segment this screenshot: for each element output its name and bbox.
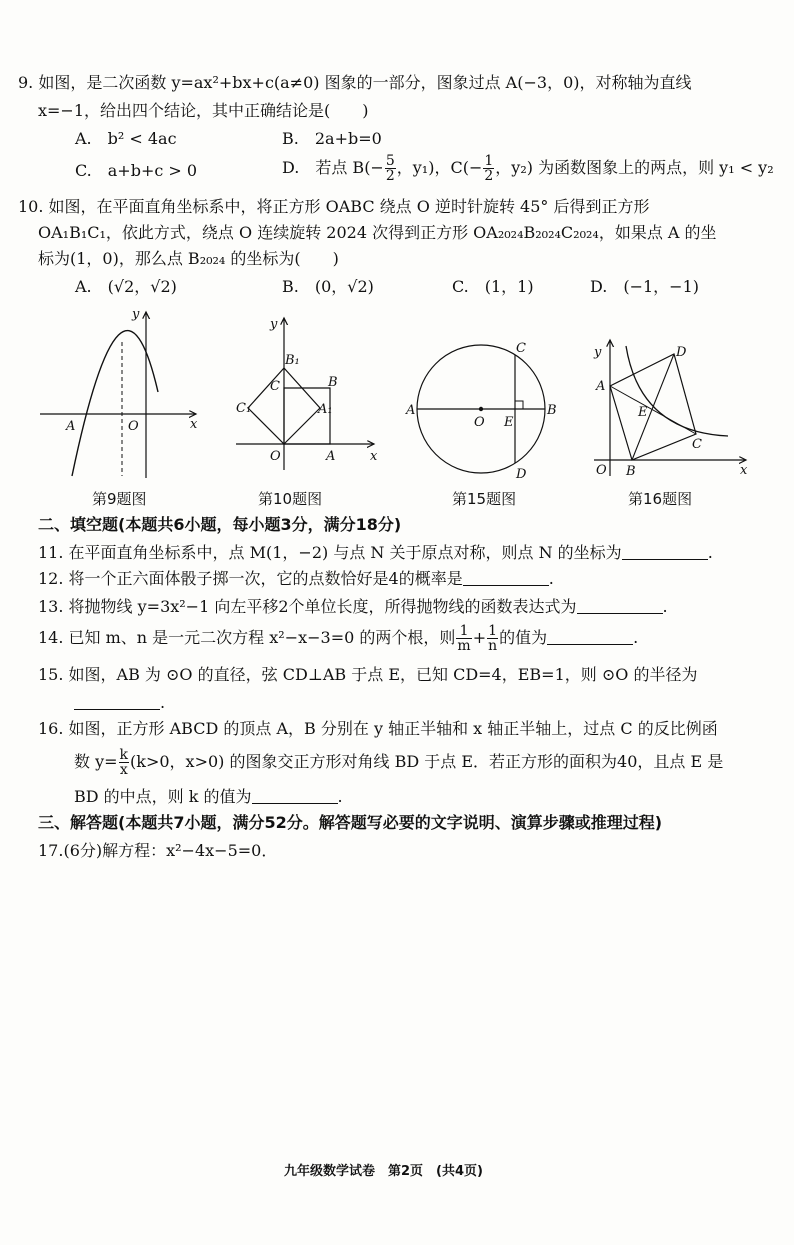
q9-line2: x=−1，给出四个结论，其中正确结论是( ) bbox=[38, 101, 369, 120]
q15-line2: . bbox=[74, 692, 165, 714]
q16-text: 数 y= bbox=[74, 752, 118, 771]
q9-line1: 9. 如图，是二次函数 y=ax²+bx+c(a≠0) 图象的一部分，图象过点 A(−3，0)，对称轴为直线 bbox=[18, 73, 692, 92]
figure-15-caption: 第15题图 bbox=[452, 490, 517, 508]
label-a: A bbox=[66, 419, 76, 434]
label-a: A bbox=[406, 403, 416, 418]
page-footer: 九年级数学试卷 第2页 (共4页) bbox=[284, 1164, 483, 1179]
q16-text: BD 的中点，则 k 的值为 bbox=[74, 787, 252, 806]
section-3-heading: 三、解答题(本题共7小题，满分52分。解答题写必要的文字说明、演算步骤或推理过程) bbox=[38, 813, 663, 832]
section-2-heading: 二、填空题(本题共6小题，每小题3分，满分18分) bbox=[38, 515, 402, 534]
label-x: x bbox=[740, 463, 748, 478]
q16-line1: 16. 如图，正方形 ABCD 的顶点 A，B 分别在 y 轴正半轴和 x 轴正半轴上，过点 C 的反比例函 bbox=[38, 719, 718, 738]
center-point bbox=[479, 407, 483, 411]
label-d: D bbox=[676, 345, 687, 360]
q9-option-d bbox=[282, 151, 774, 185]
label-e: E bbox=[504, 415, 514, 430]
q10-line3: 标为(1，0)，那么点 B₂₀₂₄ 的坐标为( ) bbox=[38, 249, 339, 268]
q9-option-b: B. 2a+b=0 bbox=[282, 129, 382, 148]
label-c: C bbox=[692, 437, 702, 452]
label-o: O bbox=[270, 449, 281, 464]
figure-16-caption: 第16题图 bbox=[628, 490, 693, 508]
label-x: x bbox=[190, 417, 198, 432]
q9-option-d-text: D. 若点 B(− bbox=[282, 158, 384, 177]
figure-9-parabola bbox=[36, 306, 206, 482]
fraction: $\frac{1}{2}$ bbox=[484, 153, 494, 184]
q14-text: 14. 已知 m、n 是一元二次方程 x²−x−3=0 的两个根，则 bbox=[38, 628, 456, 647]
q10-option-d: D. (−1，−1) bbox=[590, 277, 700, 296]
q16-line2 bbox=[74, 742, 723, 782]
label-y: y bbox=[594, 345, 602, 360]
q10-option-c: C. (1，1) bbox=[452, 277, 534, 296]
right-angle-mark bbox=[515, 401, 523, 409]
label-c: C bbox=[270, 379, 280, 394]
label-o: O bbox=[474, 415, 485, 430]
q12: 12. 将一个正六面体骰子掷一次，它的点数恰好是4的概率是 . bbox=[38, 569, 554, 588]
fraction: $\frac{1}{m}$ bbox=[457, 623, 471, 654]
q11: 11. 在平面直角坐标系中，点 M(1，−2) 与点 N 关于原点对称，则点 N 的坐标为 . bbox=[38, 543, 713, 562]
label-d: D bbox=[516, 467, 527, 482]
label-o: O bbox=[596, 463, 607, 478]
label-c: C bbox=[516, 341, 526, 356]
fraction: $\frac{1}{n}$ bbox=[488, 623, 498, 654]
fraction: $\frac{5}{2}$ bbox=[385, 153, 395, 184]
fraction: $\frac{k}{x}$ bbox=[119, 747, 129, 778]
q9-option-c: C. a+b+c > 0 bbox=[75, 161, 198, 180]
q15-line1: 15. 如图，AB 为 ⊙O 的直径，弦 CD⊥AB 于点 E，已知 CD=4，EB=1，则 ⊙O 的半径为 bbox=[38, 665, 698, 684]
label-b: B bbox=[328, 375, 338, 390]
q10-line1: 10. 如图，在平面直角坐标系中，将正方形 OABC 绕点 O 逆时针旋转 45° 后得到正方形 bbox=[18, 197, 650, 216]
figure-16-square-hyperbola bbox=[588, 334, 756, 482]
q16-text: (k>0，x>0) 的图象交正方形对角线 BD 于点 E．若正方形的面积为40，且点 E 是 bbox=[130, 752, 724, 771]
q14: 14. 已知 m、n 是一元二次方程 x²−x−3=0 的两个根，则 $\frac{1}{m}$ + $\frac{1}{n}$ 的值为 . bbox=[38, 623, 639, 654]
q9-option-d-text: ，y₂) 为函数图象上的两点，则 y₁ < y₂ bbox=[495, 158, 774, 177]
q12-text: 12. 将一个正六面体骰子掷一次，它的点数恰好是4的概率是 bbox=[38, 569, 463, 588]
label-a1: A₁ bbox=[318, 402, 333, 417]
figure-10-caption: 第10题图 bbox=[258, 490, 323, 508]
q9-option-a: A. b² < 4ac bbox=[75, 129, 177, 148]
label-e: E bbox=[638, 405, 648, 420]
label-o: O bbox=[128, 419, 139, 434]
label-b: B bbox=[626, 464, 636, 479]
figure-10-squares bbox=[228, 312, 388, 482]
figure-15-circle bbox=[404, 334, 564, 484]
q11-text: 11. 在平面直角坐标系中，点 M(1，−2) 与点 N 关于原点对称，则点 N 的坐标为 bbox=[38, 543, 622, 562]
label-c1: C₁ bbox=[236, 401, 252, 416]
q14-text: 的值为 bbox=[499, 628, 548, 647]
answer-blank[interactable] bbox=[547, 628, 633, 645]
q10-option-a: A. (√2，√2) bbox=[75, 277, 177, 296]
label-y: y bbox=[270, 317, 278, 332]
answer-blank[interactable] bbox=[463, 569, 549, 586]
q9-option-d-text: ，y₁)，C(− bbox=[396, 158, 483, 177]
q13-text: 13. 将抛物线 y=3x²−1 向左平移2个单位长度，所得抛物线的函数表达式为 bbox=[38, 597, 577, 616]
parabola-curve bbox=[72, 331, 158, 476]
q10-option-b: B. (0，√2) bbox=[282, 277, 374, 296]
q16-line3: BD 的中点，则 k 的值为 . bbox=[74, 787, 343, 806]
label-a: A bbox=[596, 379, 606, 394]
answer-blank[interactable] bbox=[74, 693, 160, 710]
label-b1: B₁ bbox=[285, 353, 300, 368]
answer-blank[interactable] bbox=[252, 787, 338, 804]
label-a: A bbox=[326, 449, 336, 464]
label-y: y bbox=[132, 307, 140, 322]
answer-blank[interactable] bbox=[577, 597, 663, 614]
answer-blank[interactable] bbox=[622, 543, 708, 560]
figure-9-caption: 第9题图 bbox=[92, 490, 147, 508]
q10-line2: OA₁B₁C₁，依此方式，绕点 O 连续旋转 2024 次得到正方形 OA₂₀₂₄B₂₀₂₄C₂₀₂₄，如果点 A 的坐 bbox=[38, 223, 717, 242]
q13: 13. 将抛物线 y=3x²−1 向左平移2个单位长度，所得抛物线的函数表达式为 . bbox=[38, 597, 668, 616]
label-b: B bbox=[547, 403, 557, 418]
q17: 17.(6分)解方程：x²−4x−5=0． bbox=[38, 841, 278, 860]
label-x: x bbox=[370, 449, 378, 464]
